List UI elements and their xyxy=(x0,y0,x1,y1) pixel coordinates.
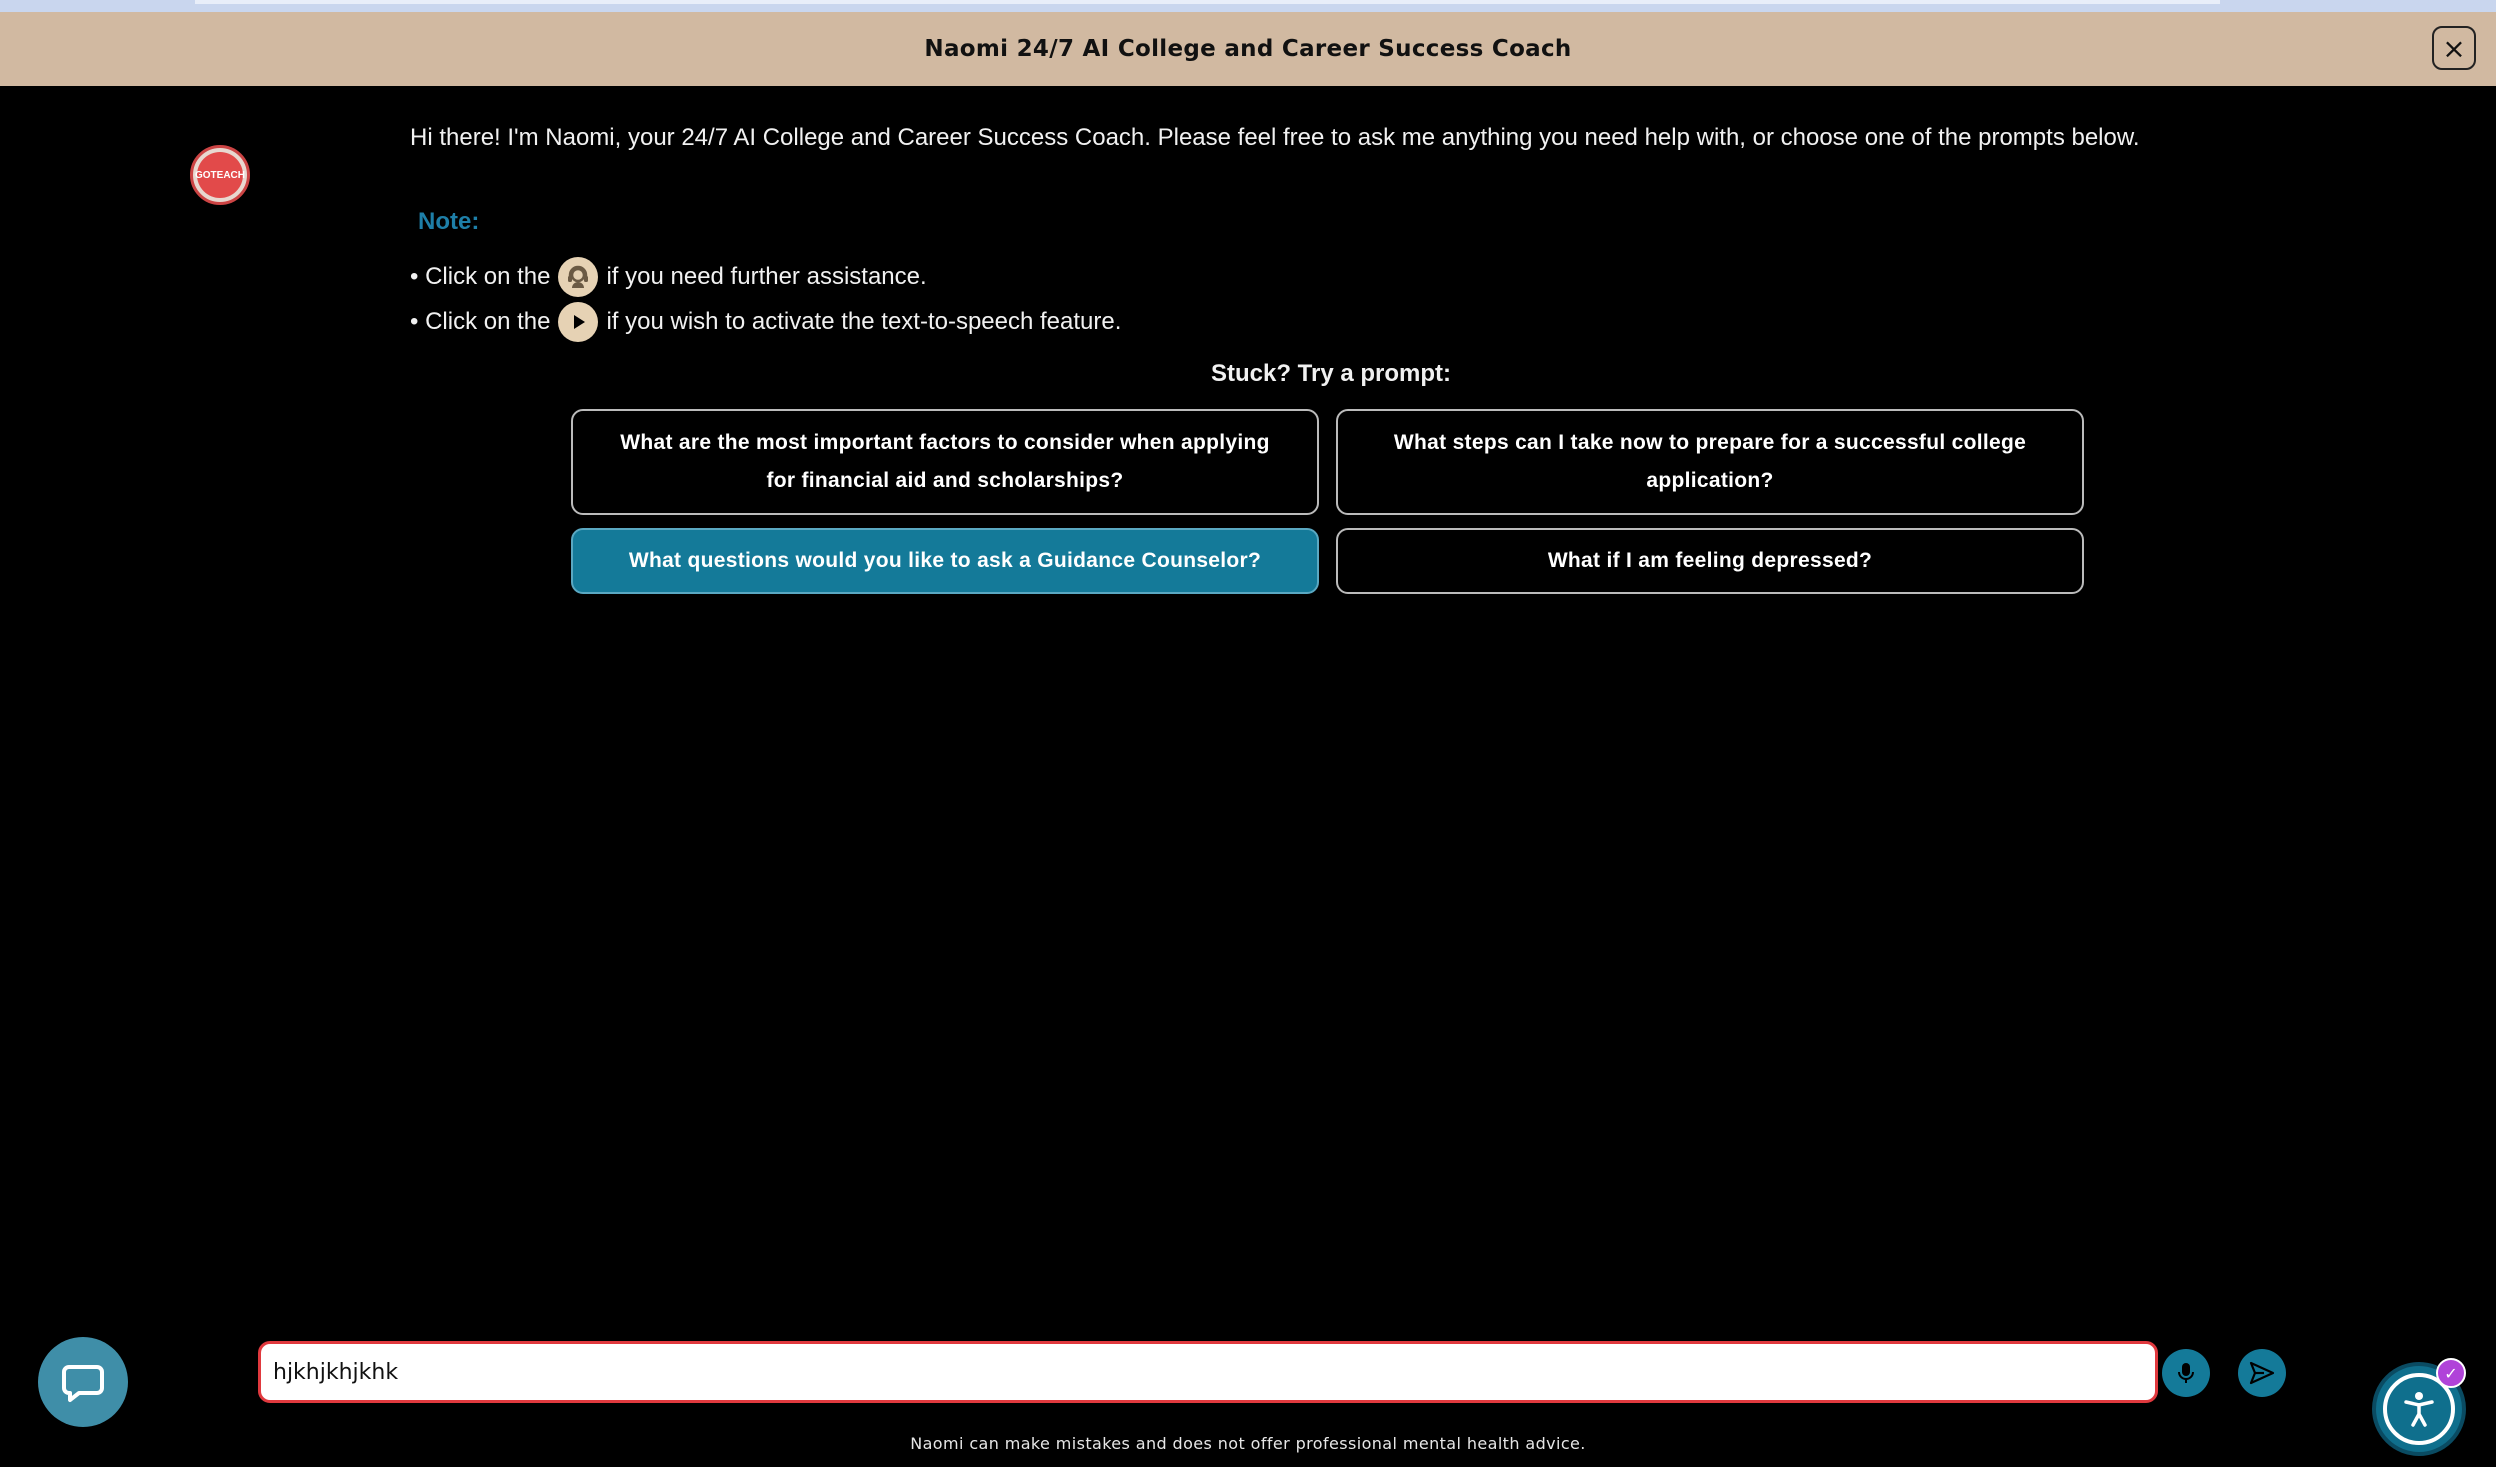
prompt-heading: Stuck? Try a prompt: xyxy=(1210,360,1452,387)
note-label: Note: xyxy=(418,208,480,235)
message-input-wrapper xyxy=(258,1341,2158,1403)
browser-tab-strip xyxy=(0,0,2496,12)
play-icon xyxy=(558,302,598,342)
goteach-logo: GOTEACH xyxy=(197,152,243,198)
note-line-suffix: if you wish to activate the text-to-speech feature. xyxy=(606,308,1122,335)
note-line-prefix: • Click on the xyxy=(410,308,551,335)
microphone-icon xyxy=(2173,1360,2199,1386)
address-bar xyxy=(195,0,2220,4)
note-line-suffix: if you need further assistance. xyxy=(606,263,927,290)
prompt-button-guidance-counselor[interactable]: What questions would you like to ask a Guidance Counselor? xyxy=(571,528,1319,594)
prompt-button-financial-aid[interactable]: What are the most important factors to consider when applying for financial aid and scholarships? xyxy=(571,409,1319,515)
support-agent-icon xyxy=(558,257,598,297)
send-icon xyxy=(2248,1359,2276,1387)
chat-header xyxy=(0,12,2496,86)
message-input[interactable] xyxy=(261,1344,2155,1400)
prompt-button-college-application[interactable]: What steps can I take now to prepare for a successful college application? xyxy=(1336,409,2084,515)
chat-bubble-icon xyxy=(60,1359,106,1405)
close-button[interactable]: × xyxy=(2432,26,2476,70)
note-line-assistance xyxy=(410,257,927,297)
live-chat-button[interactable] xyxy=(38,1337,128,1427)
page-title: Naomi 24/7 AI College and Career Success Coach xyxy=(924,36,1572,62)
welcome-message: Hi there! I'm Naomi, your 24/7 AI College and Career Success Coach. Please feel free to ask me anything you need help with, or choose one of the prompts below. xyxy=(410,124,2140,151)
disclaimer-text: Naomi can make mistakes and does not offer professional mental health advice. xyxy=(910,1434,1586,1453)
prompt-button-feeling-depressed[interactable]: What if I am feeling depressed? xyxy=(1336,528,2084,594)
avatar xyxy=(190,145,250,205)
microphone-button[interactable] xyxy=(2162,1349,2210,1397)
note-line-tts xyxy=(410,302,1121,342)
note-line-prefix: • Click on the xyxy=(410,263,551,290)
checkmark-badge-icon: ✓ xyxy=(2436,1358,2466,1388)
send-button[interactable] xyxy=(2238,1349,2286,1397)
